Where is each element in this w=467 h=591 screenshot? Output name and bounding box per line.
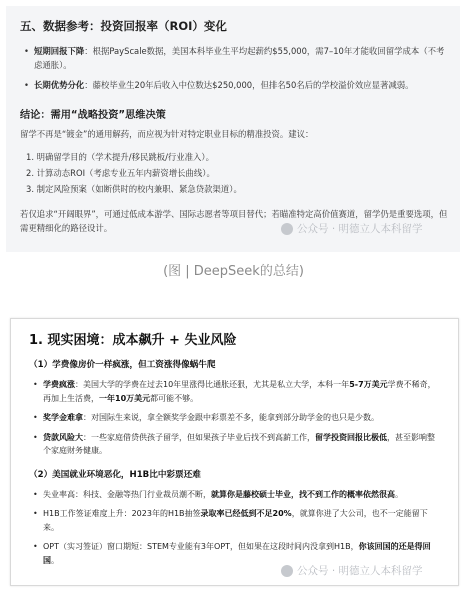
subheading-employment: （2）美国就业环境恶化，H1B比中彩票还难 [29, 469, 201, 480]
wechat-logo-icon [281, 565, 293, 577]
step-item: 2. 计算动态ROI（考虑专业五年内薪资增长曲线）。 [26, 168, 215, 178]
roi-heading: 五、数据参考：投资回报率（ROI）变化 [20, 19, 227, 33]
step-item: 1. 明确留学目的（学术提升/移民跳板/行业准入）。 [26, 152, 214, 162]
bullet-dot: • [24, 80, 29, 90]
subheading-tuition: （1）学费像房价一样疯涨，但工资涨得像蜗牛爬 [29, 360, 216, 370]
conclusion-text: 留学不再是“镀金”的通用解药，而应视为针对特定职业目标的精准投资。建议： [20, 129, 314, 139]
list-item: • 短期回报下降：根据PayScale数据，美国本科毕业生平均起薪约$55,000，需7–10年才能收回留学成本（不考虑通胀）。 [24, 46, 445, 70]
bullet-dot: • [33, 413, 38, 422]
bullet-dot: • [33, 542, 38, 551]
list-item: • 奖学金难拿：对国际生来说，拿全额奖学金跟中彩票差不多，能拿到部分助学金的也只是少数。 [29, 411, 441, 425]
list-item: • H1B工作签证难度上升：2023年的H1B抽签录取率已经低到不足20%，就算你进了大公司，也不一定能留下来。 [33, 509, 428, 532]
step-item: 3. 制定风险预案（如断供时的校内兼职、紧急贷款渠道）。 [26, 184, 242, 194]
reality-heading: 1. 现实困境：成本飙升 + 失业风险 [29, 333, 237, 348]
watermark: 公众号 · 明德立人本科留学 [281, 221, 423, 236]
image-caption: (图 | DeepSeek的总结) [163, 264, 304, 279]
watermark: 公众号 · 明德立人本科留学 [281, 563, 423, 578]
bullet-dot: • [33, 432, 38, 442]
conclusion-heading: 结论：需用“战略投资”思维决策 [20, 110, 166, 121]
closing-text: 若仅追求“开阔眼界”，可通过低成本游学、国际志愿者等项目替代；若瞄准特定高价值赛道，留学仍是重要选项，但需更精细化的路径设计。 [20, 209, 448, 233]
bullet-dot: • [33, 380, 38, 389]
list-item: • 学费疯涨：美国大学的学费在过去10年里涨得比通胀还狠，尤其是私立大学，本科一年5-7万美元学费不稀奇，再加上生活费，一年10万美元都可能不够。 [33, 380, 436, 403]
reality-card [10, 318, 459, 586]
list-item: • OPT（实习签证）窗口期短：STEM专业能有3年OPT，但如果在这段时间内没拿到H1B，你该回国的还是得回国。 [33, 542, 431, 565]
step-list [20, 149, 450, 197]
bullet-dot: • [24, 46, 29, 56]
list-item: • 失业率高：科技、金融等热门行业裁员潮不断，就算你是藤校硕士毕业，找不到工作的概率依然很高。 [29, 488, 441, 502]
bullet-dot: • [33, 489, 38, 499]
roi-summary-card [6, 6, 460, 252]
list-item: • 长期优势分化：藤校毕业生20年后收入中位数达$250,000，但排名50名后的学校溢价效应显著减弱。 [24, 80, 414, 90]
list-item: • 贷款风险大：一些家庭借贷供孩子留学，但如果孩子毕业后找不到高薪工作，留学投资回报比极低，甚至影响整个家庭财务健康。 [33, 432, 435, 455]
bullet-dot: • [33, 509, 38, 518]
wechat-logo-icon [281, 223, 293, 235]
